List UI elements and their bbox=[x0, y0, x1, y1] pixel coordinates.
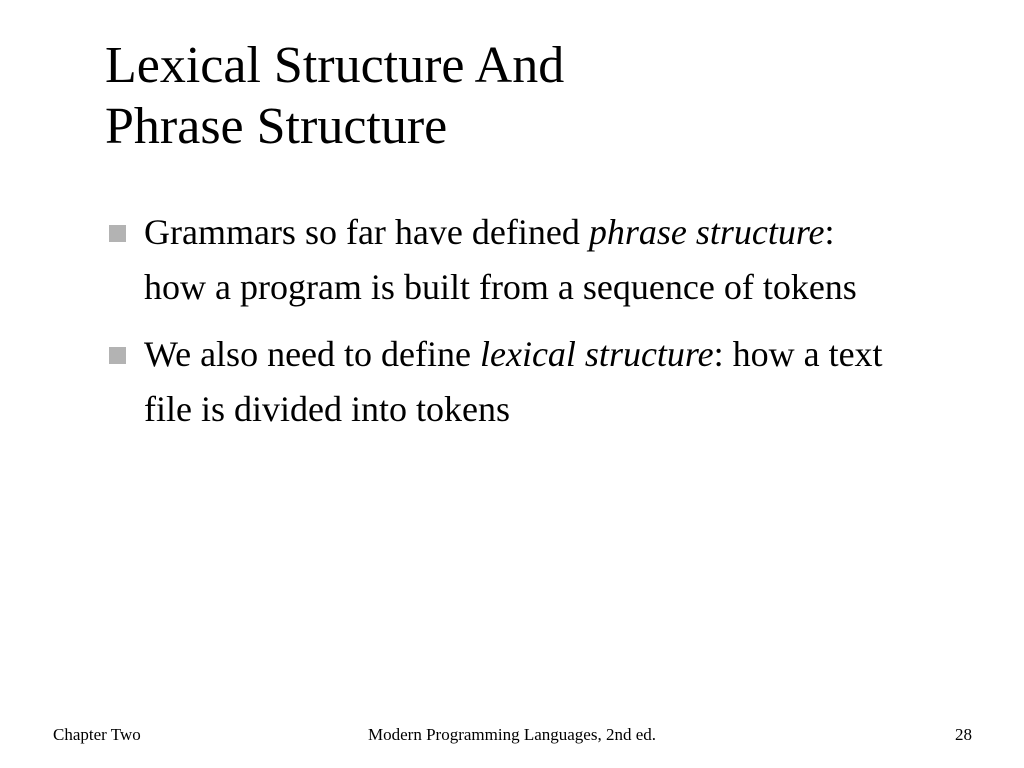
bullet-text bbox=[144, 212, 857, 307]
slide-title bbox=[105, 35, 965, 157]
bullet-item bbox=[105, 327, 905, 437]
bullet-text-before: We also need to define bbox=[144, 334, 480, 374]
bullet-text bbox=[144, 334, 883, 429]
square-bullet-icon bbox=[109, 225, 126, 242]
title-line-1: Lexical Structure And bbox=[105, 37, 565, 94]
footer-book-title: Modern Programming Languages, 2nd ed. bbox=[368, 725, 656, 744]
title-line-2: Phrase Structure bbox=[105, 98, 448, 155]
footer-page-number: 28 bbox=[955, 725, 972, 744]
bullet-text-before: Grammars so far have defined bbox=[144, 212, 589, 252]
bullet-emphasis: phrase structure bbox=[588, 212, 825, 252]
bullet-text-after: : how a text file is divided into tokens bbox=[144, 334, 883, 429]
footer-chapter: Chapter Two bbox=[53, 725, 141, 744]
bullet-item bbox=[105, 205, 905, 315]
square-bullet-icon bbox=[109, 347, 126, 364]
bullet-emphasis: lexical structure bbox=[479, 334, 714, 374]
bullet-list bbox=[105, 205, 905, 449]
bullet-text-after: : how a program is built from a sequence of tokens bbox=[144, 212, 857, 307]
